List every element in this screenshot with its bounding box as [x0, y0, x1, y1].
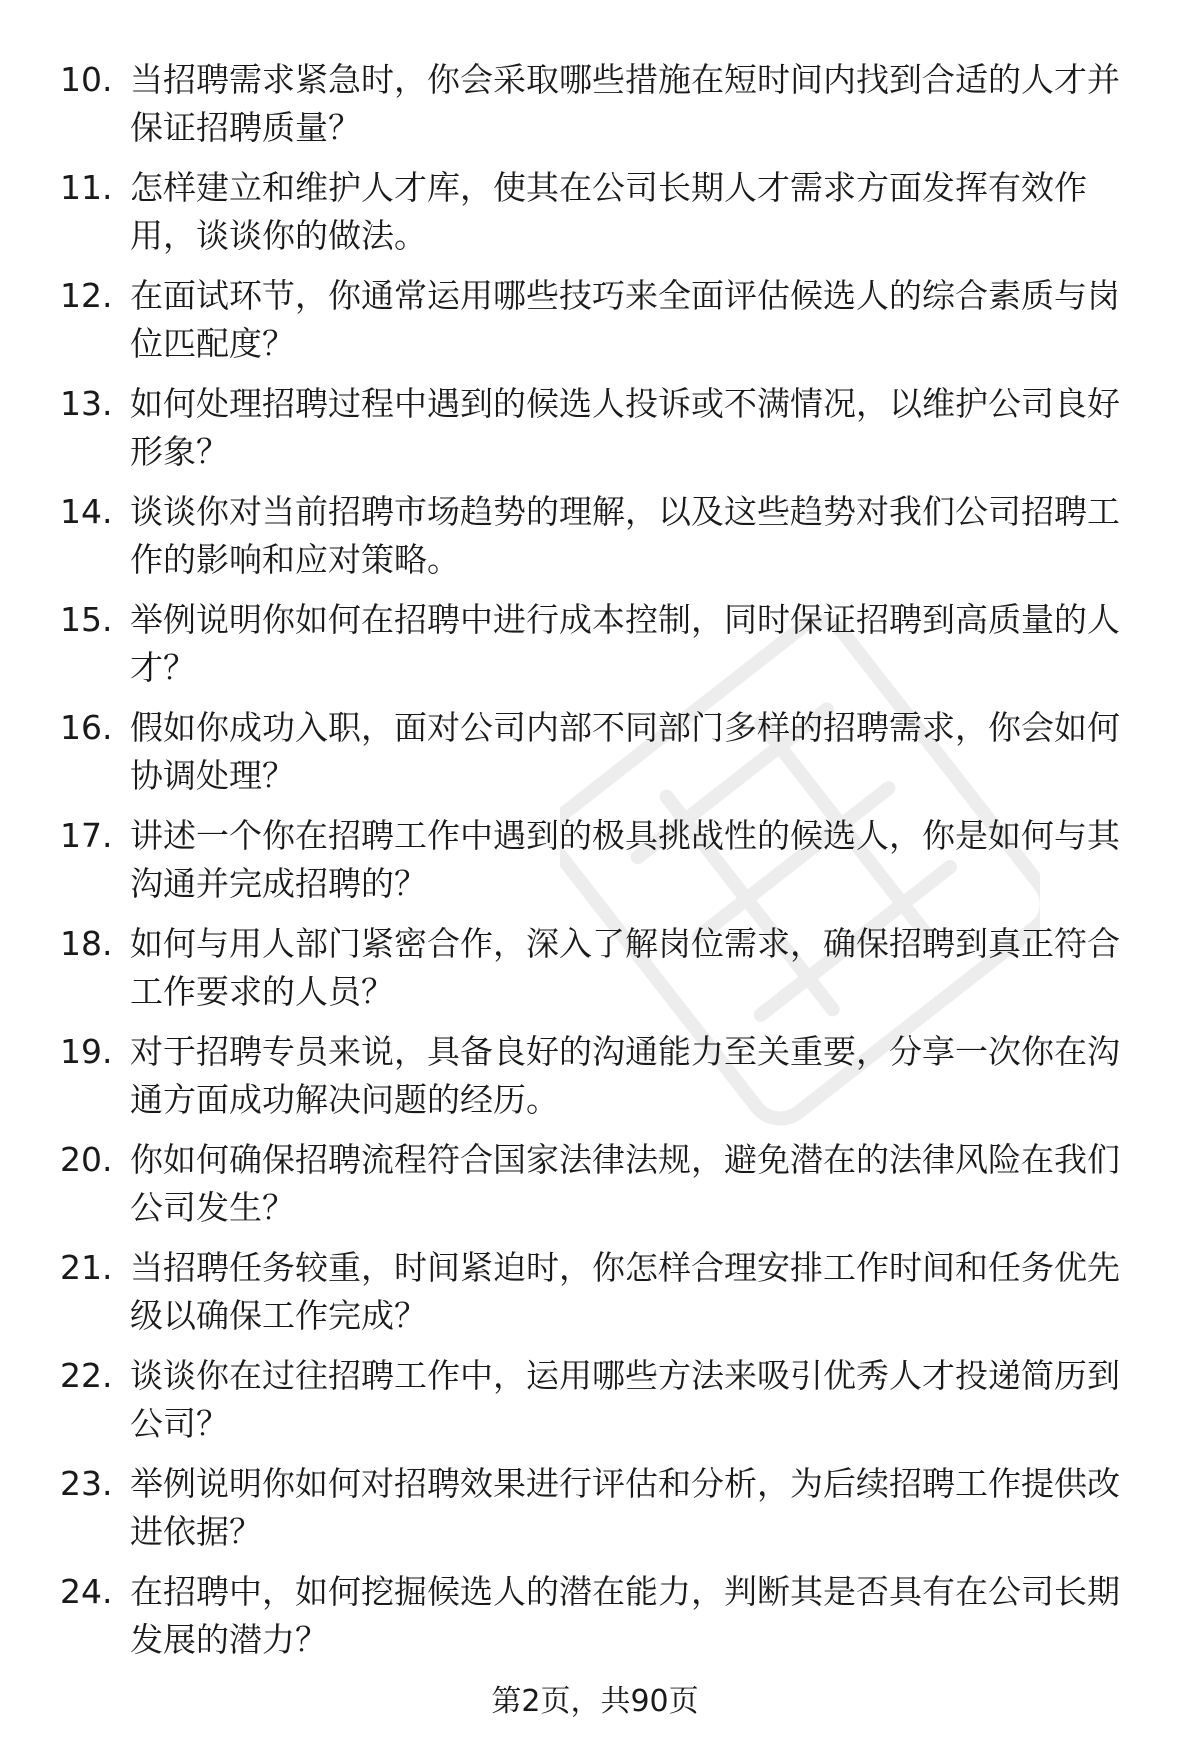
page-footer: [0, 1682, 1190, 1722]
question-text: 在面试环节，你通常运用哪些技巧来全面评估候选人的综合素质与岗位匹配度？: [130, 276, 1120, 363]
question-text: 当招聘需求紧急时，你会采取哪些措施在短时间内找到合适的人才并保证招聘质量？: [130, 60, 1120, 147]
question-text: 你如何确保招聘流程符合国家法律法规，避免潜在的法律风险在我们公司发生？: [130, 1140, 1120, 1227]
question-item: [60, 812, 1150, 908]
question-number: 12.: [60, 276, 113, 315]
question-item: [60, 164, 1150, 260]
question-item: [60, 380, 1150, 476]
question-item: [60, 1352, 1150, 1448]
question-text: 谈谈你在过往招聘工作中，运用哪些方法来吸引优秀人才投递简历到公司？: [130, 1356, 1120, 1443]
question-number: 10.: [60, 60, 113, 99]
question-text: 怎样建立和维护人才库，使其在公司长期人才需求方面发挥有效作用，谈谈你的做法。: [130, 168, 1087, 255]
question-text: 在招聘中，如何挖掘候选人的潜在能力，判断其是否具有在公司长期发展的潜力？: [130, 1572, 1120, 1659]
question-item: [60, 1460, 1150, 1556]
question-number: 18.: [60, 924, 113, 963]
question-item: [60, 704, 1150, 800]
question-item: [60, 596, 1150, 692]
question-number: 21.: [60, 1248, 113, 1287]
question-item: [60, 488, 1150, 584]
question-number: 22.: [60, 1356, 113, 1395]
question-text: 如何处理招聘过程中遇到的候选人投诉或不满情况，以维护公司良好形象？: [130, 384, 1120, 471]
question-number: 14.: [60, 492, 113, 531]
question-number: 17.: [60, 816, 113, 855]
question-item: [60, 1136, 1150, 1232]
question-text: 讲述一个你在招聘工作中遇到的极具挑战性的候选人，你是如何与其沟通并完成招聘的？: [130, 816, 1120, 903]
question-list: [60, 56, 1150, 1676]
question-text: 对于招聘专员来说，具备良好的沟通能力至关重要，分享一次你在沟通方面成功解决问题的经历。: [130, 1032, 1120, 1119]
question-text: 举例说明你如何在招聘中进行成本控制，同时保证招聘到高质量的人才？: [130, 600, 1120, 687]
question-text: 当招聘任务较重，时间紧迫时，你怎样合理安排工作时间和任务优先级以确保工作完成？: [130, 1248, 1120, 1335]
question-text: 如何与用人部门紧密合作，深入了解岗位需求，确保招聘到真正符合工作要求的人员？: [130, 924, 1120, 1011]
question-number: 23.: [60, 1464, 113, 1503]
page-number-label: 第2页，共90页: [491, 1684, 699, 1719]
question-number: 20.: [60, 1140, 113, 1179]
question-item: [60, 272, 1150, 368]
question-item: [60, 1244, 1150, 1340]
question-number: 13.: [60, 384, 113, 423]
question-item: [60, 1568, 1150, 1664]
question-text: 谈谈你对当前招聘市场趋势的理解，以及这些趋势对我们公司招聘工作的影响和应对策略。: [130, 492, 1120, 579]
question-number: 16.: [60, 708, 113, 747]
question-item: [60, 56, 1150, 152]
question-item: [60, 920, 1150, 1016]
question-number: 15.: [60, 600, 113, 639]
question-number: 19.: [60, 1032, 113, 1071]
question-text: 举例说明你如何对招聘效果进行评估和分析，为后续招聘工作提供改进依据？: [130, 1464, 1120, 1551]
question-item: [60, 1028, 1150, 1124]
question-number: 11.: [60, 168, 113, 207]
question-text: 假如你成功入职，面对公司内部不同部门多样的招聘需求，你会如何协调处理？: [130, 708, 1120, 795]
question-number: 24.: [60, 1572, 113, 1611]
